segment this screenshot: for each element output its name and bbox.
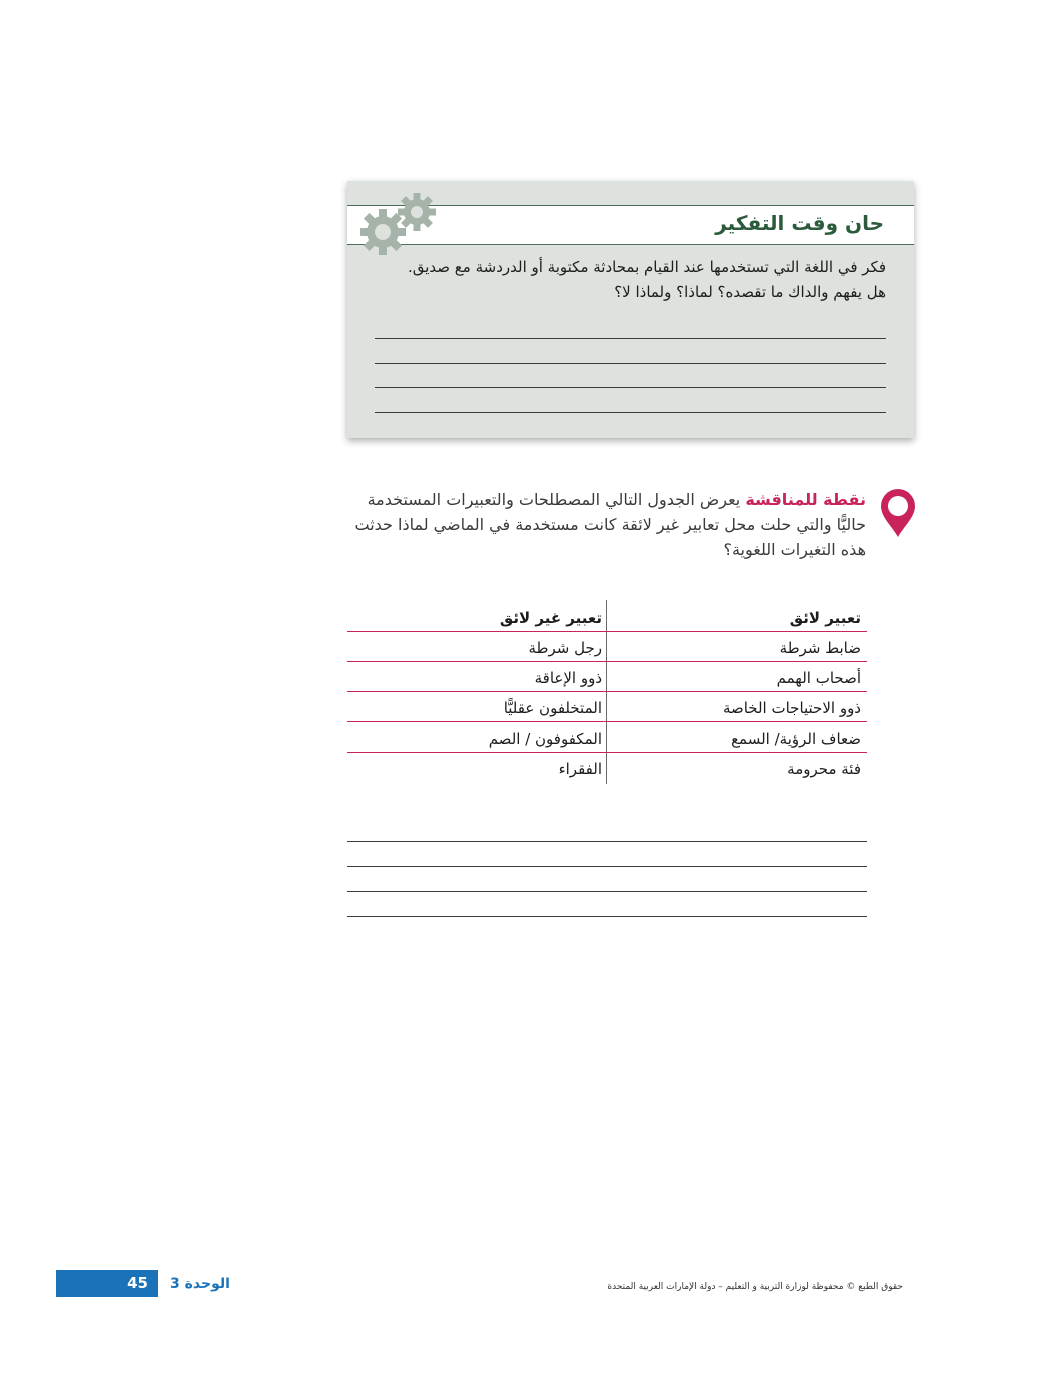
- thinking-prompt-line-1: فكر في اللغة التي تستخدمها عند القيام بمحادثة مكتوبة أو الدردشة مع صديق.: [407, 258, 886, 276]
- row-divider: [347, 721, 867, 722]
- column-divider: [606, 600, 607, 784]
- answer-line[interactable]: [375, 338, 886, 339]
- table-cell: المتخلفون عقليًّا: [503, 699, 602, 717]
- table-cell: ضابط شرطة: [779, 639, 861, 657]
- terms-table: [347, 600, 867, 785]
- page-number: 45: [127, 1274, 148, 1292]
- thinking-prompt: [366, 255, 886, 305]
- discussion-text: يعرض الجدول التالي المصطلحات والتعبيرات المستخدمة حاليًّا والتي حلت محل تعابير غير لائقة كانت مستخدمة في الماضي لماذا حدثت هذه التغيرات اللغوية؟: [354, 490, 866, 559]
- table-cell: ضعاف الرؤية/ السمع: [731, 730, 861, 748]
- row-divider: [347, 661, 867, 662]
- row-divider: [347, 691, 867, 692]
- thinking-prompt-line-2: هل يفهم والداك ما تقصده؟ لماذا؟ ولماذا لا؟: [614, 283, 886, 301]
- answer-line[interactable]: [347, 841, 867, 842]
- discussion-label: نقطة للمناقشة: [745, 490, 866, 509]
- map-pin-icon: [878, 487, 918, 539]
- gears-icon: [355, 191, 445, 261]
- table-cell: ذوو الإعاقة: [534, 669, 602, 687]
- thinking-box: [347, 181, 914, 438]
- table-cell: أصحاب الهمم: [776, 669, 861, 687]
- answer-line[interactable]: [375, 387, 886, 388]
- table-cell: المكفوفون / الصم: [488, 730, 602, 748]
- header-inappropriate: تعبير غير لائق: [499, 609, 602, 627]
- row-divider: [347, 631, 867, 632]
- header-appropriate: تعبير لائق: [789, 609, 861, 627]
- unit-label: الوحدة 3: [170, 1276, 230, 1292]
- table-cell: الفقراء: [558, 760, 602, 778]
- table-cell: فئة محرومة: [787, 760, 861, 778]
- answer-line[interactable]: [347, 891, 867, 892]
- row-divider: [347, 752, 867, 753]
- copyright-notice: حقوق الطبع © محفوظة لوزارة التربية و التعليم – دولة الإمارات العربية المتحدة: [607, 1282, 903, 1292]
- answer-line[interactable]: [375, 412, 886, 413]
- answer-line[interactable]: [347, 916, 867, 917]
- thinking-box-title: حان وقت التفكير: [715, 211, 884, 235]
- table-cell: رجل شرطة: [528, 639, 602, 657]
- answer-line[interactable]: [375, 363, 886, 364]
- discussion-point: [346, 487, 866, 562]
- table-cell: ذوو الاحتياجات الخاصة: [722, 699, 861, 717]
- page-number-bar: [56, 1270, 158, 1297]
- answer-line[interactable]: [347, 866, 867, 867]
